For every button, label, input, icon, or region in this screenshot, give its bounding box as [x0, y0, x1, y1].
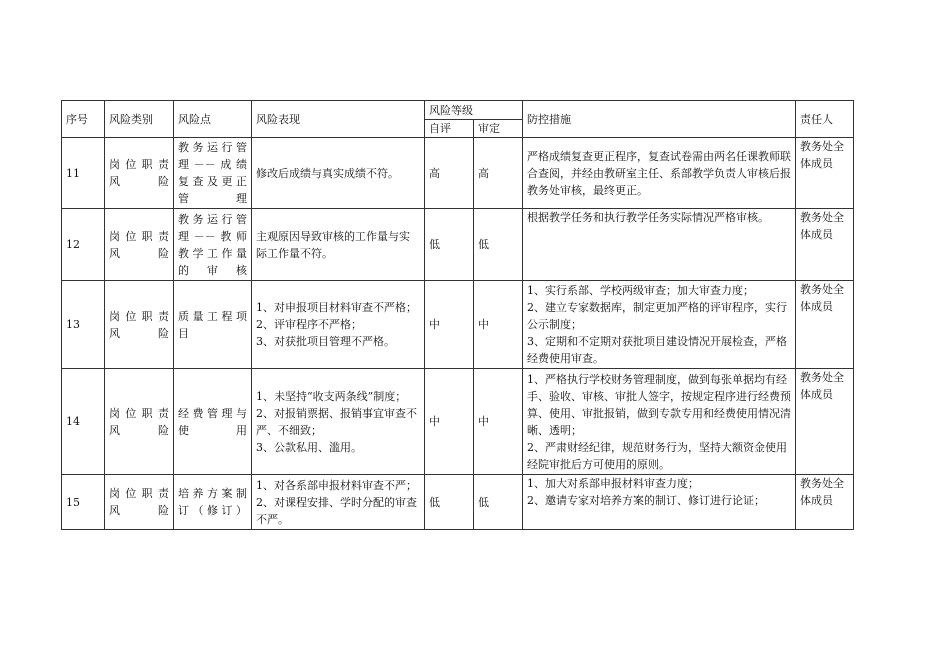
- cell-measures: 1、加大对系部申报材料审查力度； 2、邀请专家对培养方案的制订、修订进行论证；: [523, 475, 796, 530]
- cell-measures: 严格成绩复查更正程序，复查试卷需由两名任课教师联合查阅，并经由教研室主任、系部教学负责人审核后报教务处审核，最终更正。: [523, 138, 796, 209]
- cell-point: 教务运行管 理－－教师 教学工作量 的审核: [174, 209, 252, 281]
- cell-self-eval: 中: [425, 369, 474, 475]
- cell-point: 质量工程项 目: [174, 281, 252, 369]
- cell-owner: 教务处全 体成员: [796, 475, 854, 530]
- cell-seq: 12: [62, 209, 105, 281]
- cell-point: 教务运行管 理－－成绩 复查及更正 管理: [174, 138, 252, 209]
- cell-self-eval: 中: [425, 281, 474, 369]
- header-level: 风险等级: [425, 101, 523, 120]
- cell-category: 岗位职责 风险: [105, 281, 174, 369]
- cell-review: 低: [474, 475, 523, 530]
- cell-seq: 13: [62, 281, 105, 369]
- cell-category: 岗位职责 风险: [105, 475, 174, 530]
- header-owner: 责任人: [796, 101, 854, 138]
- table-row: [62, 138, 854, 209]
- cell-seq: 14: [62, 369, 105, 475]
- table-row: [62, 209, 854, 281]
- cell-owner: 教务处全 体成员: [796, 138, 854, 209]
- header-manifestation: 风险表现: [252, 101, 425, 138]
- cell-owner: 教务处全 体成员: [796, 281, 854, 369]
- risk-control-table: [61, 100, 854, 530]
- header-category: 风险类别: [105, 101, 174, 138]
- header-row: [62, 101, 854, 120]
- table-row: [62, 281, 854, 369]
- cell-manifestation: 1、未坚持“收支两条线”制度； 2、对报销票据、报销事宜审查不严、不细致； 3、公款私用、滥用。: [252, 369, 425, 475]
- header-point: 风险点: [174, 101, 252, 138]
- cell-manifestation: 1、对各系部申报材料审查不严； 2、对课程安排、学时分配的审查不严。: [252, 475, 425, 530]
- cell-category: 岗位职责 风险: [105, 369, 174, 475]
- cell-manifestation: 主观原因导致审核的工作量与实际工作量不符。: [252, 209, 425, 281]
- cell-measures: 1、严格执行学校财务管理制度，做到每张单据均有经手、验收、审核、审批人签字，按规定程序进行经费预算、使用、审批报销，做到专款专用和经费使用情况清晰、透明； 2、严肃财经纪律，规范财务行为，坚持大额资金使用经院审批后方可使用的原则。: [523, 369, 796, 475]
- cell-point: 经费管理与 使用: [174, 369, 252, 475]
- cell-self-eval: 高: [425, 138, 474, 209]
- header-measures: 防控措施: [523, 101, 796, 138]
- cell-review: 低: [474, 209, 523, 281]
- cell-measures: 根据教学任务和执行教学任务实际情况严格审核。: [523, 209, 796, 281]
- cell-review: 中: [474, 369, 523, 475]
- cell-owner: 教务处全 体成员: [796, 209, 854, 281]
- cell-review: 高: [474, 138, 523, 209]
- cell-category: 岗位职责 风险: [105, 209, 174, 281]
- table-row: [62, 475, 854, 530]
- cell-manifestation: 1、对申报项目材料审查不严格； 2、评审程序不严格； 3、对获批项目管理不严格。: [252, 281, 425, 369]
- cell-self-eval: 低: [425, 475, 474, 530]
- cell-review: 中: [474, 281, 523, 369]
- cell-seq: 15: [62, 475, 105, 530]
- cell-manifestation: 修改后成绩与真实成绩不符。: [252, 138, 425, 209]
- table-row: [62, 369, 854, 475]
- header-seq: 序号: [62, 101, 105, 138]
- cell-category: 岗位职责 风险: [105, 138, 174, 209]
- header-review: 审定: [474, 120, 523, 138]
- cell-seq: 11: [62, 138, 105, 209]
- cell-measures: 1、实行系部、学校两级审查；加大审查力度； 2、建立专家数据库，制定更加严格的评审程序，实行公示制度； 3、定期和不定期对获批项目建设情况开展检查，严格经费使用审查。: [523, 281, 796, 369]
- header-self-eval: 自评: [425, 120, 474, 138]
- cell-self-eval: 低: [425, 209, 474, 281]
- cell-owner: 教务处全 体成员: [796, 369, 854, 475]
- cell-point: 培养方案制 订（修订）: [174, 475, 252, 530]
